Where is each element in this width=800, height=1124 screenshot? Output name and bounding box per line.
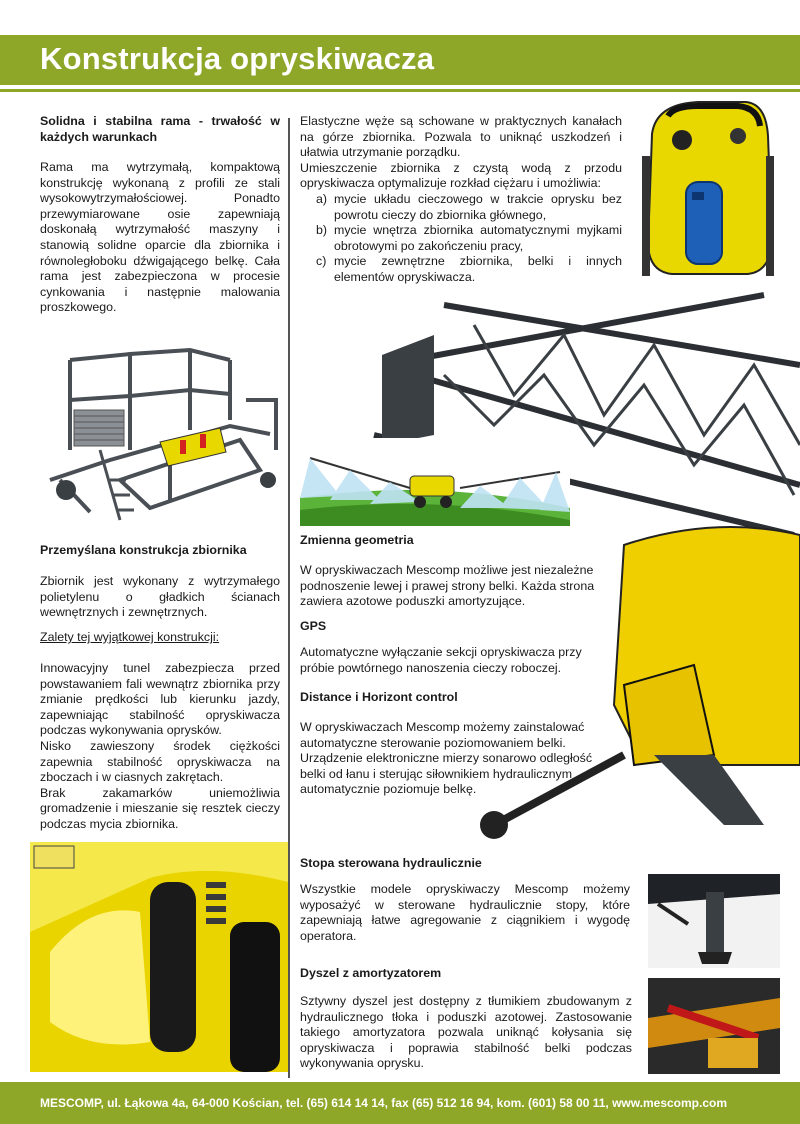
stand-body: Wszystkie modele opryskiwaczy Mescomp możemy wyposażyć w sterowane hydraulicznie stopy, które zapewniają łatwe agregowanie z ciągnikiem i wygodę operatora. — [300, 882, 630, 943]
stand-illustration — [648, 874, 780, 968]
list-marker: a) — [316, 191, 328, 206]
stand-heading: Stopa sterowana hydraulicznie — [300, 856, 482, 870]
drawbar-damper-photo — [648, 978, 780, 1074]
distance-body: W opryskiwaczach Mescomp możemy zainstalować automatyczne sterowanie poziomowaniem belki. Urządzenie elektroniczne mierzy sonarowo odległość belki od łanu i sterując siłownikiem hydraulicznym automatycznie poziomuje belkę. — [300, 720, 593, 797]
tank-advantage: Nisko zawieszony środek ciężkości zapewnia stabilność opryskiwacza na zboczach i w ciasnych zakrętach. — [40, 738, 280, 785]
list-item-text: mycie układu cieczowego w trakcie oprysku bez powrotu cieczy do zbiornika głównego, — [334, 191, 622, 222]
hoses-lead: Umieszczenie zbiornika z czystą wodą z przodu opryskiwacza optymalizuje rozkład ciężaru i umożliwia: — [300, 160, 622, 191]
tank-advantages — [40, 661, 280, 833]
drawbar-heading: Dyszel z amortyzatorem — [300, 966, 442, 980]
tank-body: Zbiornik jest wykonany z wytrzymałego polietylenu o gładkich ścianach wewnętrznych i zewnętrznych. — [40, 574, 280, 620]
list-item — [300, 254, 622, 285]
geometry-heading: Zmienna geometria — [300, 533, 414, 547]
tank-subheading: Zalety tej wyjątkowej konstrukcji: — [40, 630, 220, 644]
gps-body: Automatyczne wyłączanie sekcji opryskiwacza przy próbie powtórnego nanoszenia cieczy roboczej. — [300, 645, 582, 675]
column-divider — [288, 118, 290, 1078]
list-item — [300, 223, 622, 254]
distance-heading: Distance i Horizont control — [300, 690, 458, 704]
yellow-tank-top-photo — [638, 96, 778, 282]
tank-advantage: Innowacyjny tunel zabezpiecza przed powstawaniem fali wewnątrz zbiornika przy zmianie prędkości lub kierunku jazdy, zapewniając stabilność opryskiwacza podczas wykonywania oprysków. — [40, 661, 280, 738]
hoses-intro: Elastyczne węże są schowane w praktycznych kanałach na górze zbiornika. Pozwala to uniknąć uszkodzeń i ułatwia utrzymanie porządku. — [300, 114, 622, 160]
drawbar-body: Sztywny dyszel jest dostępny z tłumikiem zbudowanym z hydraulicznego tłoka i poduszki azotowej. Zastosowanie takiego amortyzatora pozwala uniknąć kołysania się opryskiwacza i poprawia stabilność belki podczas wykonywania oprysku. — [300, 994, 632, 1071]
title-rule — [0, 89, 800, 92]
list-marker: c) — [316, 254, 327, 269]
tank-advantage: Brak zakamarków uniemożliwia gromadzenie i mieszanie się resztek cieczy podczas mycia zbiornika. — [40, 785, 280, 831]
tank-closeup-photo — [30, 842, 288, 1072]
footer-contact: MESCOMP, ul. Łąkowa 4a, 64-000 Kościan, tel. (65) 614 14 14, fax (65) 512 16 94, kom. (601) 58 00 11, www.mescomp.com — [40, 1096, 727, 1110]
field-illustration — [300, 438, 570, 526]
page-title: Konstrukcja opryskiwacza — [40, 41, 435, 76]
tank-heading: Przemyślana konstrukcja zbiornika — [40, 543, 247, 557]
drawbar-illustration — [648, 978, 780, 1074]
sprayer-frame-render — [30, 330, 288, 528]
tank-top-illustration — [638, 96, 778, 282]
spraying-field-illustration — [300, 438, 570, 526]
title-band — [0, 35, 800, 85]
hydraulic-stand-photo — [648, 874, 780, 968]
frame-illustration — [30, 330, 288, 528]
hoses-list — [300, 192, 622, 286]
frame-body: Rama ma wytrzymałą, kompaktową konstrukcję wykonaną z profili ze stali wysokowytrzymałościowej. Ponadto przewymiarowane osie zapewniają doskonałą wytrzymałość maszyny i stanowią solidne oparcie dla zbiornika i równoległoboku dźwigającego belkę. Cała rama jest zabezpieczona w procesie cynkowania i następnie malowania proszkowego. — [40, 160, 280, 315]
list-marker: b) — [316, 223, 328, 238]
list-item-text: mycie zewnętrzne zbiornika, belki i innych elementów opryskiwacza. — [334, 254, 622, 284]
list-item — [300, 192, 622, 223]
frame-heading: Solidna i stabilna rama - trwałość w każdych warunkach — [40, 114, 280, 144]
list-item-text: mycie wnętrza zbiornika automatycznymi myjkami obrotowymi po zakończeniu pracy, — [334, 223, 622, 253]
tank-closeup-illustration — [30, 842, 288, 1072]
geometry-body: W opryskiwaczach Mescomp możliwe jest niezależne podnoszenie lewej i prawej strony belki. Każda strona zawiera azotowe poduszki amortyzujące. — [300, 563, 595, 609]
footer-band — [0, 1082, 800, 1124]
gps-heading: GPS — [300, 619, 327, 633]
hoses-block — [300, 114, 622, 286]
